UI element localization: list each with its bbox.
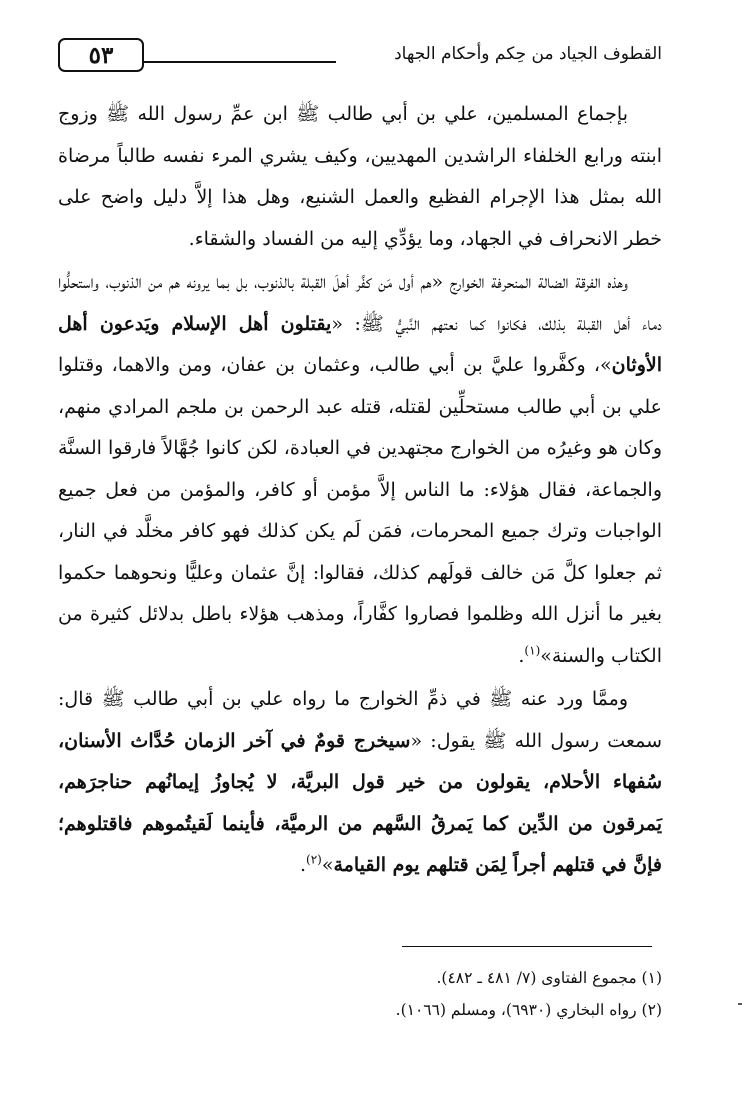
paragraph-text: .	[299, 854, 307, 876]
footnote-2: (٢) رواه البخاري (٦٩٣٠)، ومسلم (١٠٦٦).	[395, 1001, 662, 1019]
scan-mark	[738, 1003, 742, 1005]
paragraph-2	[58, 262, 662, 677]
header-rule	[144, 61, 336, 63]
paragraph-3	[58, 679, 662, 887]
book-title: القطوف الجياد من حِكم وأحكام الجهاد	[394, 44, 662, 64]
footnote-ref-1[interactable]: (١)	[524, 643, 541, 658]
hadith-quote: سيخرج قومٌ في آخر الزمان حُدَّاث الأسنان، سُفهاء الأحلام، يقولون من خير قول البريَّة، لا يُجاوزُ إيمانُهم حناجرَهم، يَمرقون من الدِّين كما يَمرقُ السَّهم من الرميَّة، فأينما لَقيتُموهم فاقتلوهم؛ فإنَّ في قتلهم أجراً لِمَن قتلهم يوم القيامة	[58, 729, 662, 876]
paragraph-1	[58, 94, 662, 260]
paragraph-text: .	[518, 644, 525, 667]
paragraph-text: بإجماع المسلمين، علي بن أبي طالب ﷺ ابن عمِّ رسول الله ﷺ وزوج ابنته ورابع الخلفاء الراشدين المهديين، وكيف يشري المرء نفسه طالباً مرضاة الله بمثل هذا الإجرام الفظيع والعمل الشنيع، وهل هذا إلاَّ دليل واضح على خطر الانحراف في الجهاد، وما يؤدِّي إليه من الفساد والشقاء.	[58, 103, 662, 250]
footnote-1: (١) مجموع الفتاوى (٧/ ٤٨١ ـ ٤٨٢).	[436, 969, 662, 987]
running-header	[58, 38, 662, 76]
footnote-separator	[402, 946, 652, 947]
page-number-box	[58, 38, 144, 72]
paragraph-text: وهذه الفرقة الضالة المنحرفة الخوارج «هم أول مَن كفَّر أهلَ القبلة بالذنوب، بل بما يرونه هم من الذنوب، واستحلُّوا دماء أهل القبلة بذلك، فكانوا كما نعتهم النَّبيُّ ﷺ: «	[58, 271, 663, 335]
hadith-quote: يقتلون أهل الإسلام ويَدعون أهل الأوثان	[58, 312, 662, 376]
footnotes	[58, 962, 662, 1026]
page-number: ٥٣	[88, 41, 114, 69]
paragraph-text: »	[321, 854, 334, 876]
footnote-ref-2[interactable]: (٢)	[306, 852, 322, 867]
body-text	[58, 94, 662, 887]
paragraph-text: »، وكفَّروا عليَّ بن أبي طالب، وعثمان بن عفان، ومن والاهما، وقتلوا علي بن أبي طالب مستحلِّين لقتله، قتله عبد الرحمن بن ملجم المرادي منهم، وكان هو وغيرُه من الخوارج مجتهدين في العبادة، لكن كانوا جُهَّالاً فارقوا السنَّة والجماعة، فقال هؤلاء: ما الناس إلاَّ مؤمن أو كافر، والمؤمن من فعل جميع الواجبات وترك جميع المحرمات، فمَن لَم يكن كذلك فهو كافر مخلَّد في النار، ثم جعلوا كلَّ مَن خالف قولَهم كذلك، فقالوا: إنَّ عثمان وعليًّا ونحوهما حكموا بغير ما أنزل الله وظلموا فصاروا كفَّاراً، ومذهب هؤلاء باطل بدلائل كثيرة من الكتاب والسنة»	[58, 354, 662, 667]
paragraph-text: وممَّا ورد عنه ﷺ في ذمِّ الخوارج ما رواه علي بن أبي طالب ﷺ قال: سمعت رسول الله ﷺ يقول: «	[58, 688, 662, 752]
